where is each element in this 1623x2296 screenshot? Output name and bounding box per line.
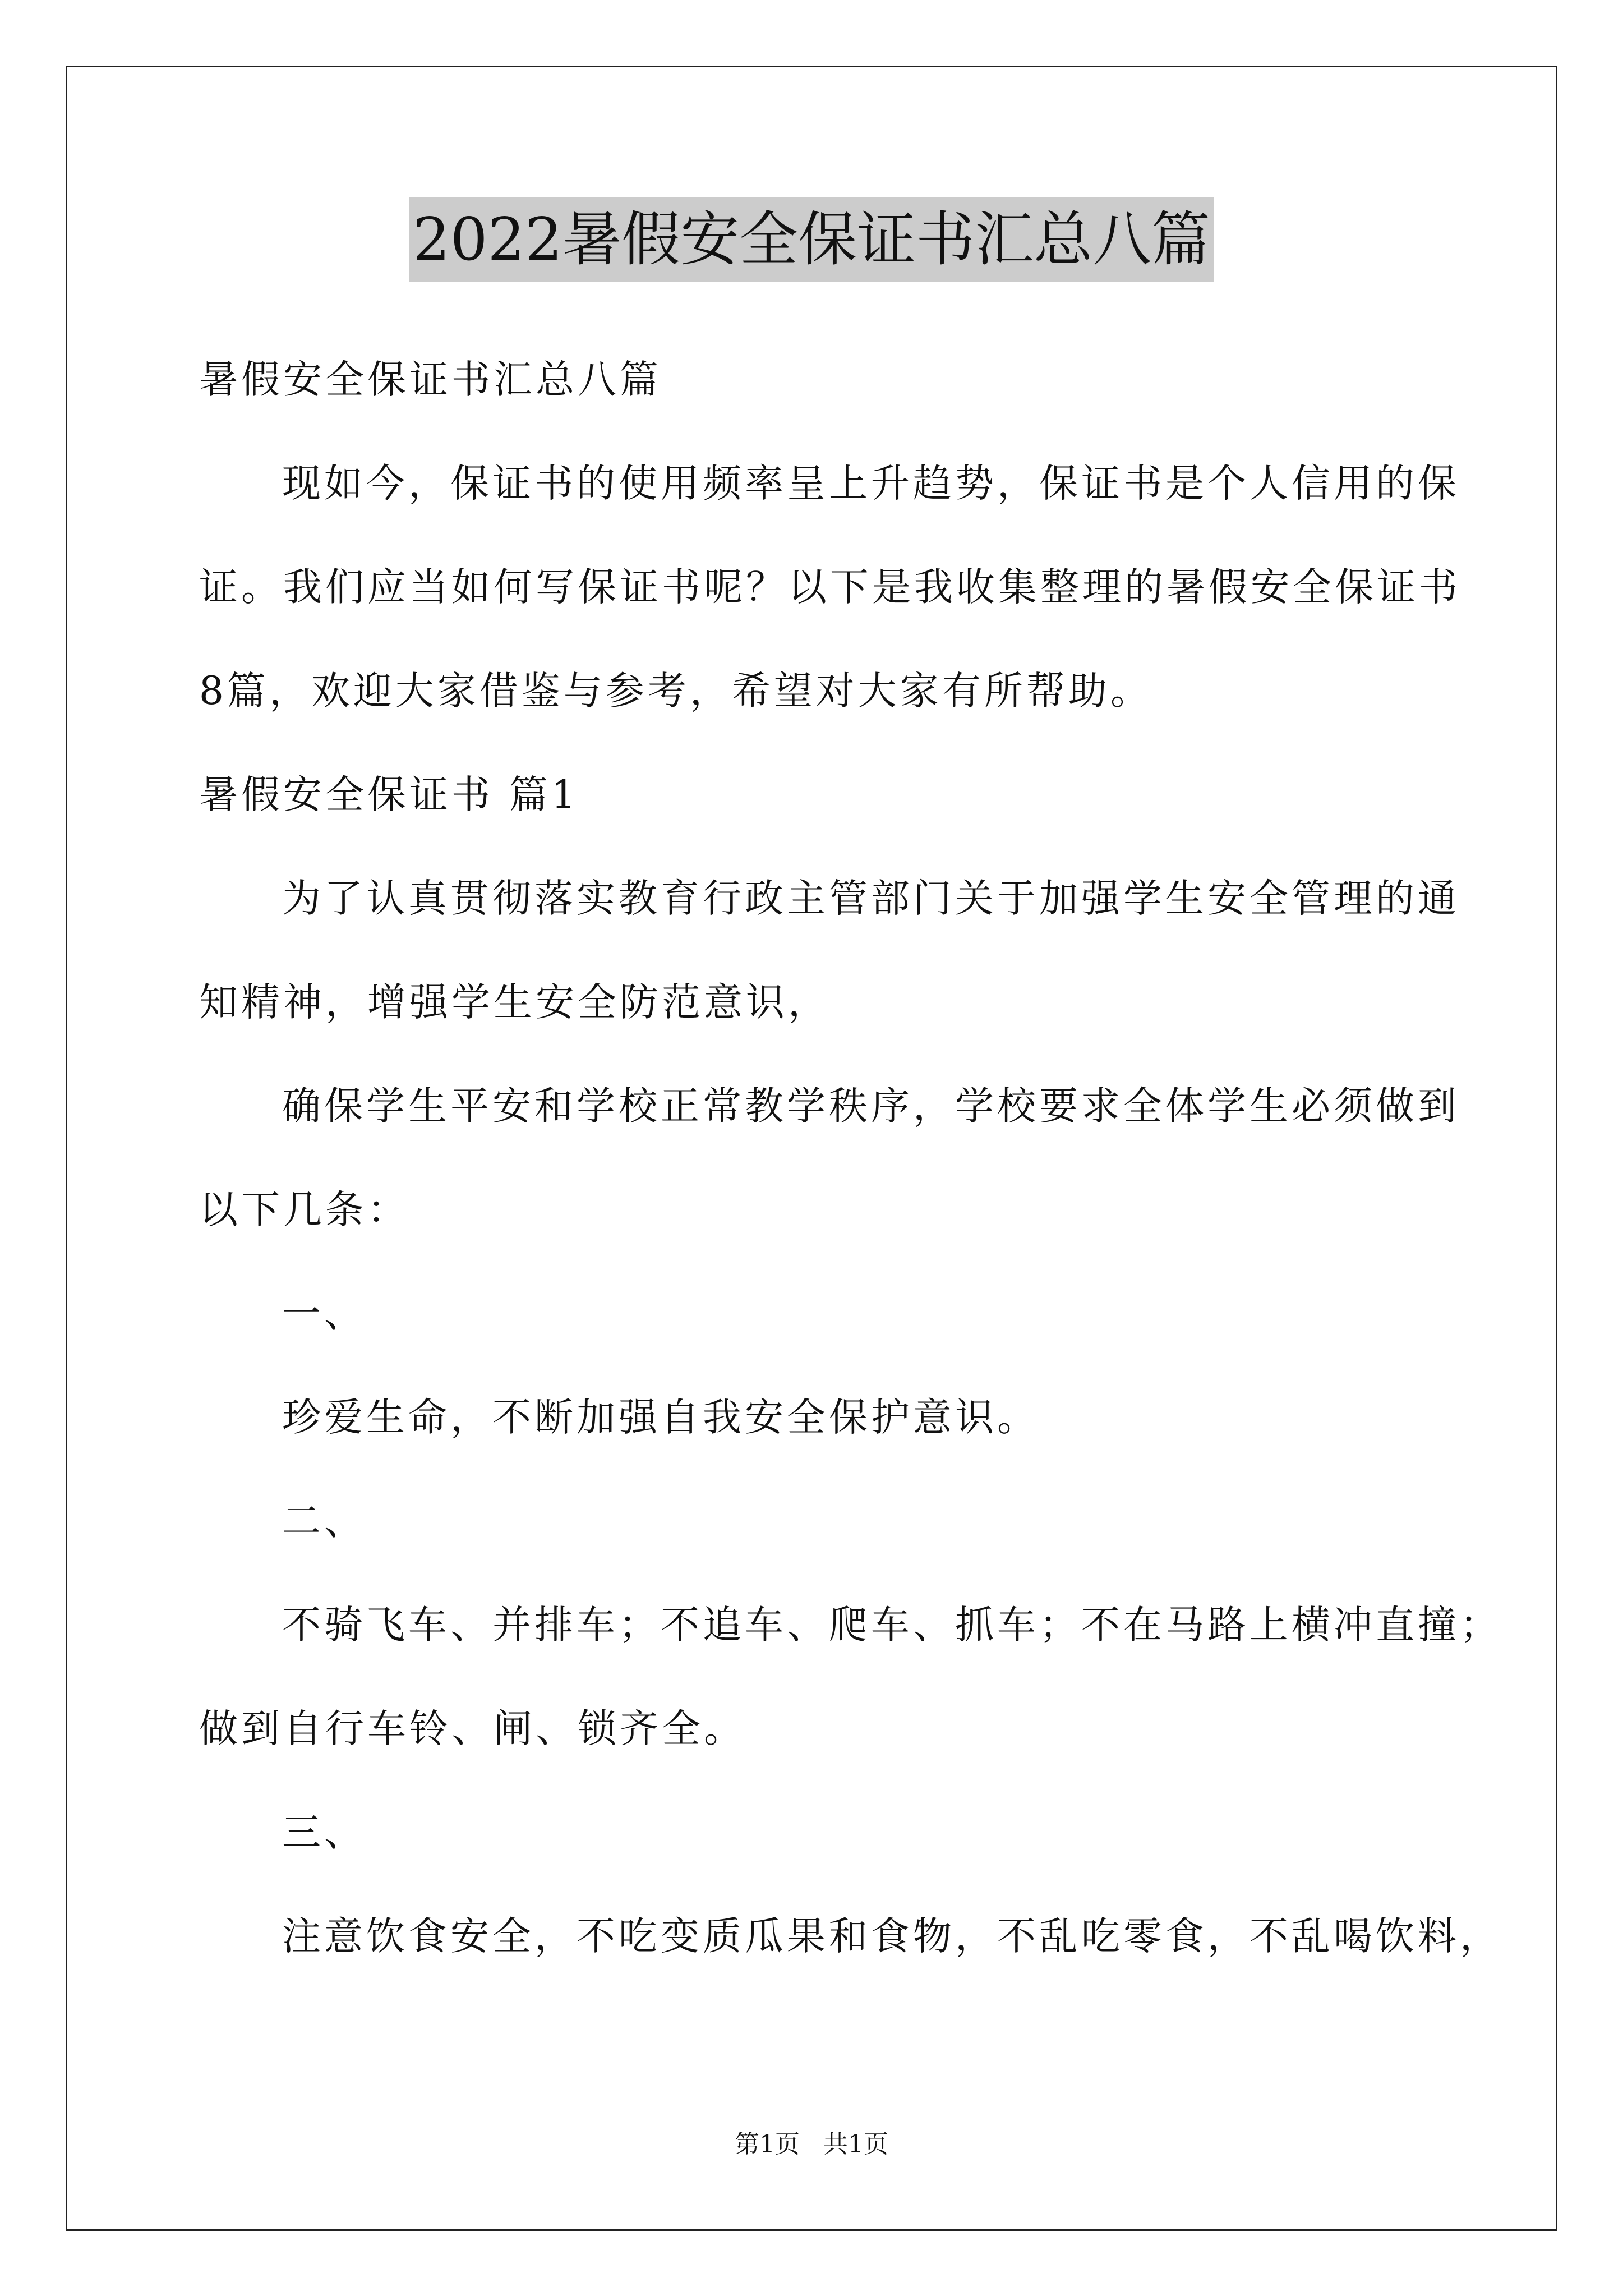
section-heading: 暑假安全保证书 篇1 [199,772,579,817]
body-line: 暑假安全保证书汇总八篇 [199,357,662,402]
document-title: 2022暑假安全保证书汇总八篇 [409,197,1214,282]
list-number: 二、 [282,1499,366,1544]
body-line: 证。我们应当如何写保证书呢？以下是我收集整理的暑假安全保证书 [199,565,1461,610]
body-line: 珍爱生命，不断加强自我安全保护意识。 [282,1395,1039,1440]
title-container [0,197,1623,282]
list-number: 三、 [282,1810,366,1855]
body-line: 以下几条： [199,1188,409,1232]
body-line: 为了认真贯彻落实教育行政主管部门关于加强学生安全管理的通 [282,876,1460,921]
list-number: 一、 [282,1291,366,1336]
body-line: 现如今，保证书的使用频率呈上升趋势，保证书是个人信用的保 [282,461,1460,506]
page-number-footer: 第1页 共1页 [735,2130,888,2159]
body-line: 确保学生平安和学校正常教学秩序，学校要求全体学生必须做到 [282,1084,1460,1129]
body-line: 8篇，欢迎大家借鉴与参考，希望对大家有所帮助。 [199,669,1152,714]
document-body [199,328,1502,1989]
body-line: 不骑飞车、并排车；不追车、爬车、抓车；不在马路上横冲直撞； [282,1603,1502,1648]
body-line: 做到自行车铃、闸、锁齐全。 [199,1706,746,1751]
body-line: 注意饮食安全，不吃变质瓜果和食物，不乱吃零食，不乱喝饮料， [282,1914,1502,1959]
body-line: 知精神，增强学生安全防范意识， [199,980,830,1025]
